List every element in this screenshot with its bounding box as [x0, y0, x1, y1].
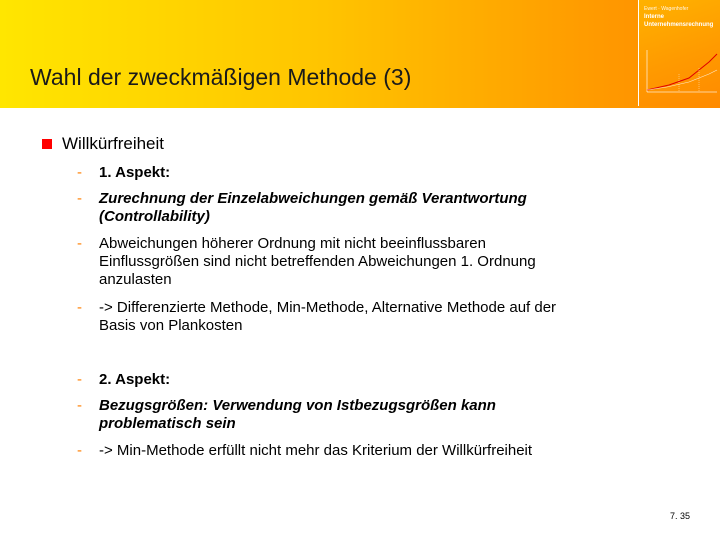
- book-cover-text: [644, 5, 713, 29]
- item-line: Einflussgrößen sind nicht betreffenden Abweichungen 1. Ordnung: [99, 253, 536, 270]
- book-title-line2: Unternehmensrechnung: [644, 22, 714, 28]
- item-line: anzulasten: [99, 271, 172, 288]
- book-title-line1: Interne: [644, 14, 665, 20]
- book-cover-graph-icon: [639, 40, 720, 106]
- item-line: Bezugsgrößen: Verwendung von Istbezugsgrößen kann: [99, 397, 496, 414]
- dash-bullet-icon: -: [77, 397, 82, 414]
- book-author: Ewert · Wagenhofer: [644, 6, 689, 12]
- item-line: 2. Aspekt:: [99, 371, 171, 388]
- title-banner: [0, 0, 720, 108]
- item-line: Zurechnung der Einzelabweichungen gemäß Verantwortung: [99, 190, 527, 207]
- item-line: Basis von Plankosten: [99, 317, 243, 334]
- dash-bullet-icon: -: [77, 164, 82, 181]
- dash-bullet-icon: -: [77, 371, 82, 388]
- item-line: 1. Aspekt:: [99, 164, 171, 181]
- item-line: -> Differenzierte Methode, Min-Methode, Alternative Methode auf der: [99, 299, 557, 316]
- item-line: -> Min-Methode erfüllt nicht mehr das Kriterium der Willkürfreiheit: [99, 442, 533, 459]
- bullet-text: Willkürfreiheit: [62, 134, 165, 153]
- square-bullet-icon: [42, 139, 52, 149]
- dash-bullet-icon: -: [77, 190, 82, 207]
- dash-bullet-icon: -: [77, 442, 82, 459]
- item-line: (Controllability): [99, 208, 210, 225]
- item-line: Abweichungen höherer Ordnung mit nicht beeinflussbaren: [99, 235, 486, 252]
- item-line: problematisch sein: [99, 415, 236, 432]
- book-cover-image: [638, 0, 720, 106]
- dash-bullet-icon: -: [77, 299, 82, 316]
- page-number: 7. 35: [669, 511, 690, 521]
- dash-bullet-icon: -: [77, 235, 82, 252]
- slide-title: Wahl der zweckmäßigen Methode (3): [30, 64, 412, 90]
